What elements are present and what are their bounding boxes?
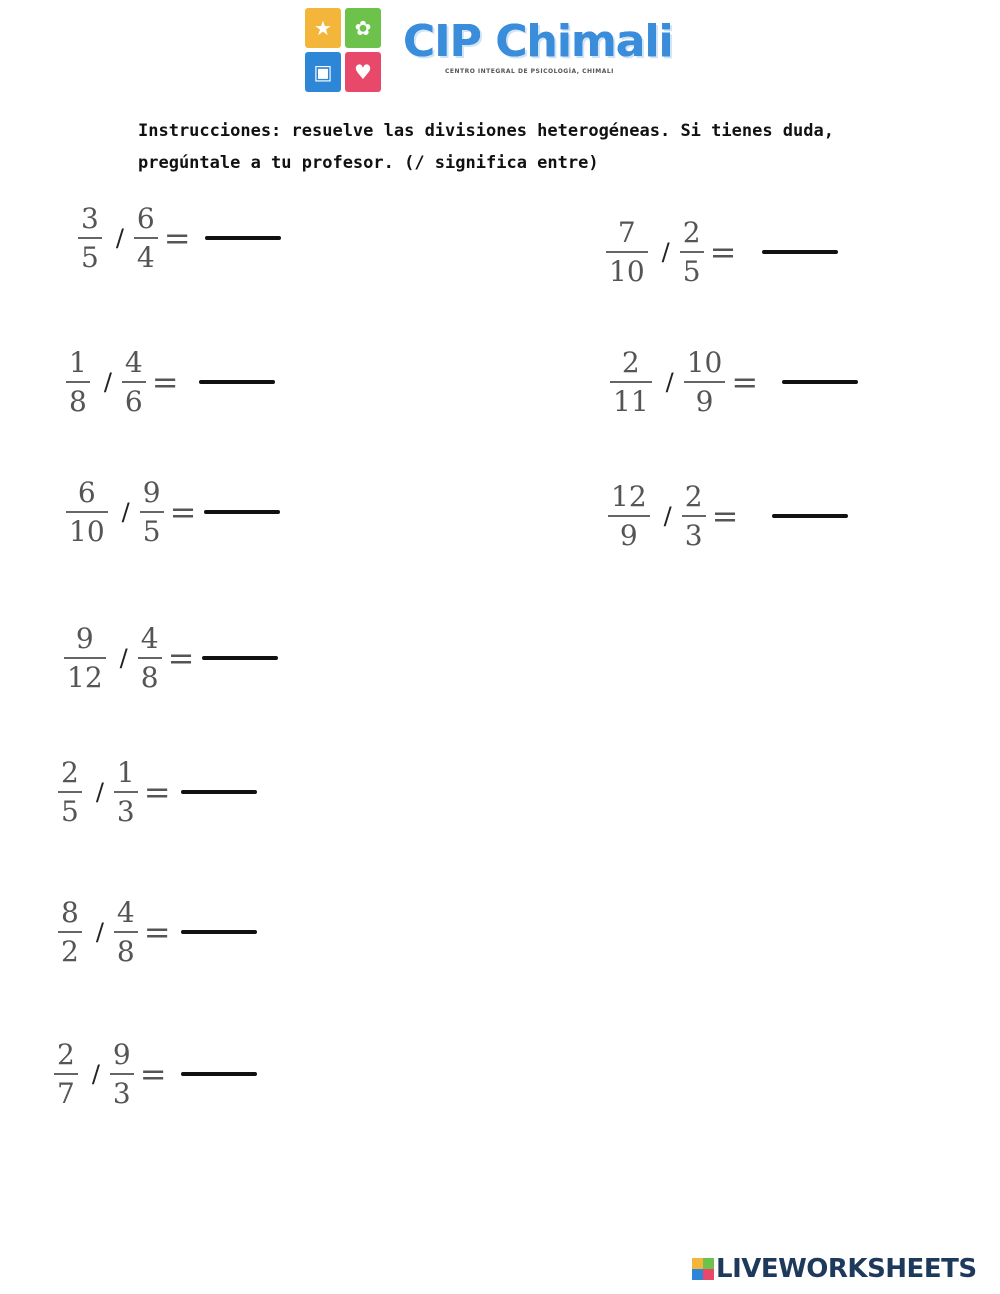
divisor-fraction [682, 479, 706, 552]
denominator: 10 [609, 254, 645, 288]
divisor-fraction [110, 1037, 134, 1110]
answer-blank[interactable] [199, 380, 275, 384]
equals-symbol: = [143, 773, 171, 811]
numerator: 2 [57, 1037, 75, 1071]
instructions-line-1: Instrucciones: resuelve las divisiones heterogéneas. Si tienes duda, [138, 121, 834, 141]
dividend-fraction [608, 479, 650, 552]
numerator: 8 [61, 895, 79, 929]
logo-title: CIP Chimali [403, 16, 673, 67]
instructions [138, 115, 838, 179]
answer-blank[interactable] [205, 236, 281, 240]
denominator: 4 [136, 240, 155, 274]
divisor-fraction [138, 621, 162, 694]
answer-blank[interactable] [772, 514, 848, 518]
equals-symbol: = [711, 497, 739, 535]
divide-symbol: / [661, 238, 670, 266]
numerator: 4 [116, 895, 135, 929]
denominator: 8 [116, 934, 135, 968]
division-problem-3 [66, 342, 275, 422]
answer-blank[interactable] [762, 250, 838, 254]
numerator: 9 [112, 1037, 131, 1071]
denominator: 3 [112, 1076, 131, 1110]
denominator: 10 [69, 514, 105, 548]
divisor-fraction [114, 895, 138, 968]
dividend-fraction [610, 345, 652, 418]
divide-symbol: / [103, 368, 112, 396]
divide-symbol: / [119, 644, 128, 672]
divisor-fraction [680, 215, 704, 288]
numerator: 12 [611, 479, 647, 513]
denominator: 9 [619, 518, 638, 552]
brain-icon: ✿ [345, 8, 381, 48]
equals-symbol: = [709, 233, 737, 271]
equals-symbol: = [731, 363, 759, 401]
numerator: 2 [682, 215, 701, 249]
numerator: 10 [686, 345, 723, 379]
divide-symbol: / [91, 1060, 100, 1088]
instructions-line-2: pregúntale a tu profesor. (/ significa entre) [138, 153, 599, 173]
divisor-fraction [122, 345, 146, 418]
denominator: 5 [81, 240, 99, 274]
divisor-fraction [134, 201, 158, 274]
denominator: 11 [613, 384, 649, 418]
equals-symbol: = [167, 639, 195, 677]
divide-symbol: / [95, 778, 104, 806]
lightbulb-icon: ★ [305, 8, 341, 48]
division-problem-2 [606, 212, 838, 292]
divide-symbol: / [95, 918, 104, 946]
dividend-fraction [58, 755, 82, 828]
dividend-fraction [66, 345, 90, 418]
book-icon: ▣ [305, 52, 341, 92]
answer-blank[interactable] [202, 656, 278, 660]
denominator: 6 [124, 384, 143, 418]
divisor-fraction [114, 755, 138, 828]
denominator: 5 [61, 794, 79, 828]
dividend-fraction [66, 475, 108, 548]
denominator: 8 [140, 660, 159, 694]
numerator: 1 [69, 345, 87, 379]
brand-text: LIVEWORKSHEETS [716, 1254, 977, 1284]
numerator: 6 [136, 201, 155, 235]
divide-symbol: / [663, 502, 672, 530]
logo-tiles [305, 8, 381, 94]
numerator: 2 [61, 755, 79, 789]
dividend-fraction [78, 201, 102, 274]
divisor-fraction [140, 475, 164, 548]
dividend-fraction [58, 895, 82, 968]
denominator: 12 [67, 660, 103, 694]
equals-symbol: = [151, 363, 179, 401]
denominator: 8 [69, 384, 87, 418]
equals-symbol: = [163, 219, 191, 257]
answer-blank[interactable] [204, 510, 280, 514]
numerator: 2 [621, 345, 640, 379]
division-problem-7 [64, 618, 278, 698]
dividend-fraction [64, 621, 106, 694]
logo-subtitle: CENTRO INTEGRAL DE PSICOLOGÍA, CHIMALI [445, 68, 614, 75]
numerator: 4 [124, 345, 143, 379]
division-problem-1 [78, 198, 281, 278]
numerator: 9 [142, 475, 161, 509]
numerator: 3 [81, 201, 99, 235]
division-problem-4 [610, 342, 858, 422]
divisor-fraction [684, 345, 726, 418]
denominator: 7 [57, 1076, 75, 1110]
division-problem-9 [58, 892, 257, 972]
numerator: 2 [684, 479, 703, 513]
divide-symbol: / [665, 368, 674, 396]
division-problem-10 [54, 1034, 257, 1114]
division-problem-5 [66, 472, 280, 552]
numerator: 6 [77, 475, 96, 509]
denominator: 5 [142, 514, 161, 548]
equals-symbol: = [169, 493, 197, 531]
divide-symbol: / [115, 224, 124, 252]
answer-blank[interactable] [782, 380, 858, 384]
liveworksheets-brand[interactable] [692, 1254, 977, 1284]
heart-icon: ♥ [345, 52, 381, 92]
equals-symbol: = [139, 1055, 167, 1093]
answer-blank[interactable] [181, 790, 257, 794]
answer-blank[interactable] [181, 930, 257, 934]
numerator: 1 [116, 755, 135, 789]
dividend-fraction [54, 1037, 78, 1110]
denominator: 9 [695, 384, 714, 418]
numerator: 4 [140, 621, 159, 655]
numerator: 7 [617, 215, 636, 249]
equals-symbol: = [143, 913, 171, 951]
numerator: 9 [75, 621, 94, 655]
denominator: 5 [682, 254, 701, 288]
division-problem-8 [58, 752, 257, 832]
answer-blank[interactable] [181, 1072, 257, 1076]
denominator: 3 [116, 794, 135, 828]
denominator: 2 [61, 934, 79, 968]
dividend-fraction [606, 215, 648, 288]
denominator: 3 [684, 518, 703, 552]
divide-symbol: / [121, 498, 130, 526]
division-problem-6 [608, 476, 848, 556]
liveworksheets-logo-icon [692, 1258, 714, 1280]
cip-chimali-logo [305, 8, 673, 96]
